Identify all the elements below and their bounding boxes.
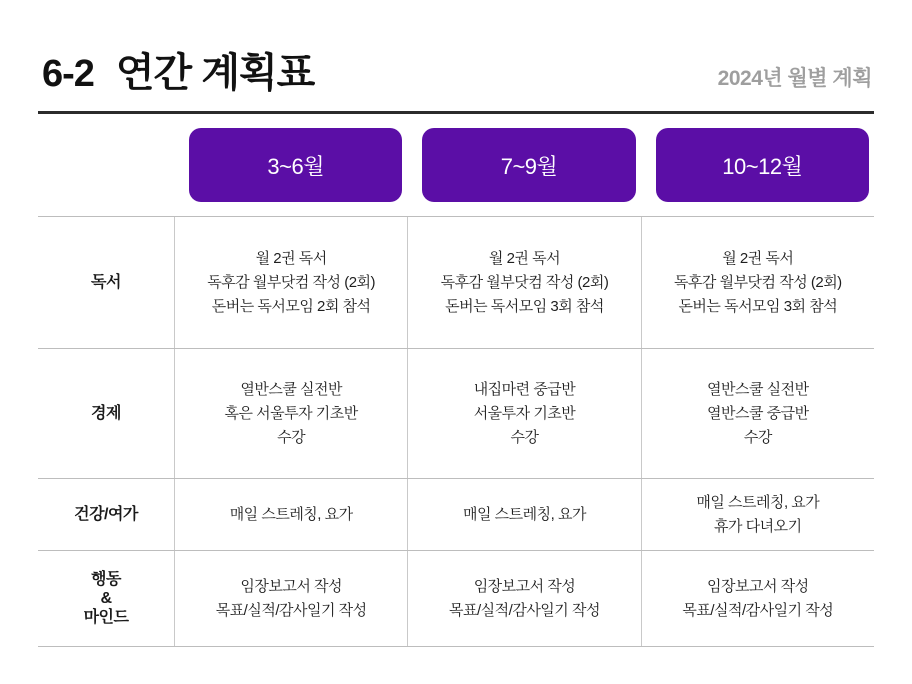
cell-line: 돈버는 독서모임 3회 참석 [678, 297, 838, 315]
row-label-economy: 경제 [91, 404, 121, 422]
row-label-reading: 독서 [91, 273, 121, 291]
cell-line: 목표/실적/감사일기 작성 [215, 601, 367, 619]
cell-economy-p3 [641, 349, 874, 478]
cell-health-p1 [174, 479, 407, 550]
cell-economy-p2 [407, 349, 640, 478]
period-pill-1: 3~6월 [189, 128, 402, 202]
header-subtitle: 2024년 월별 계획 [717, 67, 872, 90]
cell-line: 수강 [277, 428, 306, 446]
row-label-line: 마인드 [83, 609, 129, 627]
table-body [38, 216, 874, 647]
cell-line: 열반스쿨 실전반 [707, 380, 809, 398]
cell-line: 혹은 서울투자 기초반 [224, 404, 358, 422]
cell-line: 임장보고서 작성 [240, 577, 342, 595]
row-label-mindset [38, 551, 174, 646]
cell-line: 독후감 월부닷컴 작성 (2회) [440, 273, 609, 291]
row-label-line: 행동 [91, 570, 121, 588]
cell-line: 수강 [743, 428, 772, 446]
period-pill-3: 10~12월 [656, 128, 869, 202]
cell-line: 돈버는 독서모임 2회 참석 [211, 297, 371, 315]
period-pill-2: 7~9월 [422, 128, 635, 202]
cell-line: 매일 스트레칭, 요가 [696, 493, 820, 511]
cell-health-p3 [641, 479, 874, 550]
cell-line: 독후감 월부닷컴 작성 (2회) [673, 273, 842, 291]
cell-reading-p1 [174, 217, 407, 348]
cell-line: 월 2권 독서 [488, 249, 561, 267]
cell-mindset-p3 [641, 551, 874, 646]
cell-line: 수강 [510, 428, 539, 446]
cell-line: 열반스쿨 실전반 [240, 380, 342, 398]
cell-line: 목표/실적/감사일기 작성 [682, 601, 834, 619]
page-title: 연간 계획표 [115, 51, 315, 95]
header-divider [38, 111, 874, 114]
cell-economy-p1 [174, 349, 407, 478]
header-corner-spacer [38, 128, 174, 202]
slide-number: 6-2 [42, 53, 94, 95]
cell-line: 열반스쿨 중급반 [707, 404, 809, 422]
cell-line: 임장보고서 작성 [707, 577, 809, 595]
header-left-group [38, 41, 314, 98]
cell-line: 매일 스트레칭, 요가 [463, 505, 586, 523]
cell-line: 목표/실적/감사일기 작성 [449, 601, 600, 619]
cell-reading-p3 [641, 217, 874, 348]
cell-mindset-p2 [407, 551, 640, 646]
cell-line: 매일 스트레칭, 요가 [229, 505, 353, 523]
cell-health-p2 [407, 479, 640, 550]
table-row [38, 217, 874, 349]
row-label-health: 건강/여가 [74, 505, 138, 523]
row-label-line: & [100, 589, 112, 607]
cell-line: 서울투자 기초반 [473, 404, 576, 422]
cell-line: 임장보고서 작성 [473, 577, 576, 595]
table-row [38, 551, 874, 647]
cell-mindset-p1 [174, 551, 407, 646]
table-header-row [38, 128, 874, 202]
cell-reading-p2 [407, 217, 640, 348]
table-row [38, 479, 874, 551]
cell-line: 돈버는 독서모임 3회 참석 [445, 297, 604, 315]
table-row [38, 349, 874, 479]
annual-plan-table [38, 128, 874, 647]
cell-line: 월 2권 독서 [255, 249, 327, 267]
cell-line: 독후감 월부닷컴 작성 (2회) [207, 273, 376, 291]
slide-header [38, 0, 874, 108]
cell-line: 월 2권 독서 [722, 249, 794, 267]
cell-line: 휴가 다녀오기 [714, 517, 802, 535]
cell-line: 내집마련 중급반 [473, 380, 576, 398]
